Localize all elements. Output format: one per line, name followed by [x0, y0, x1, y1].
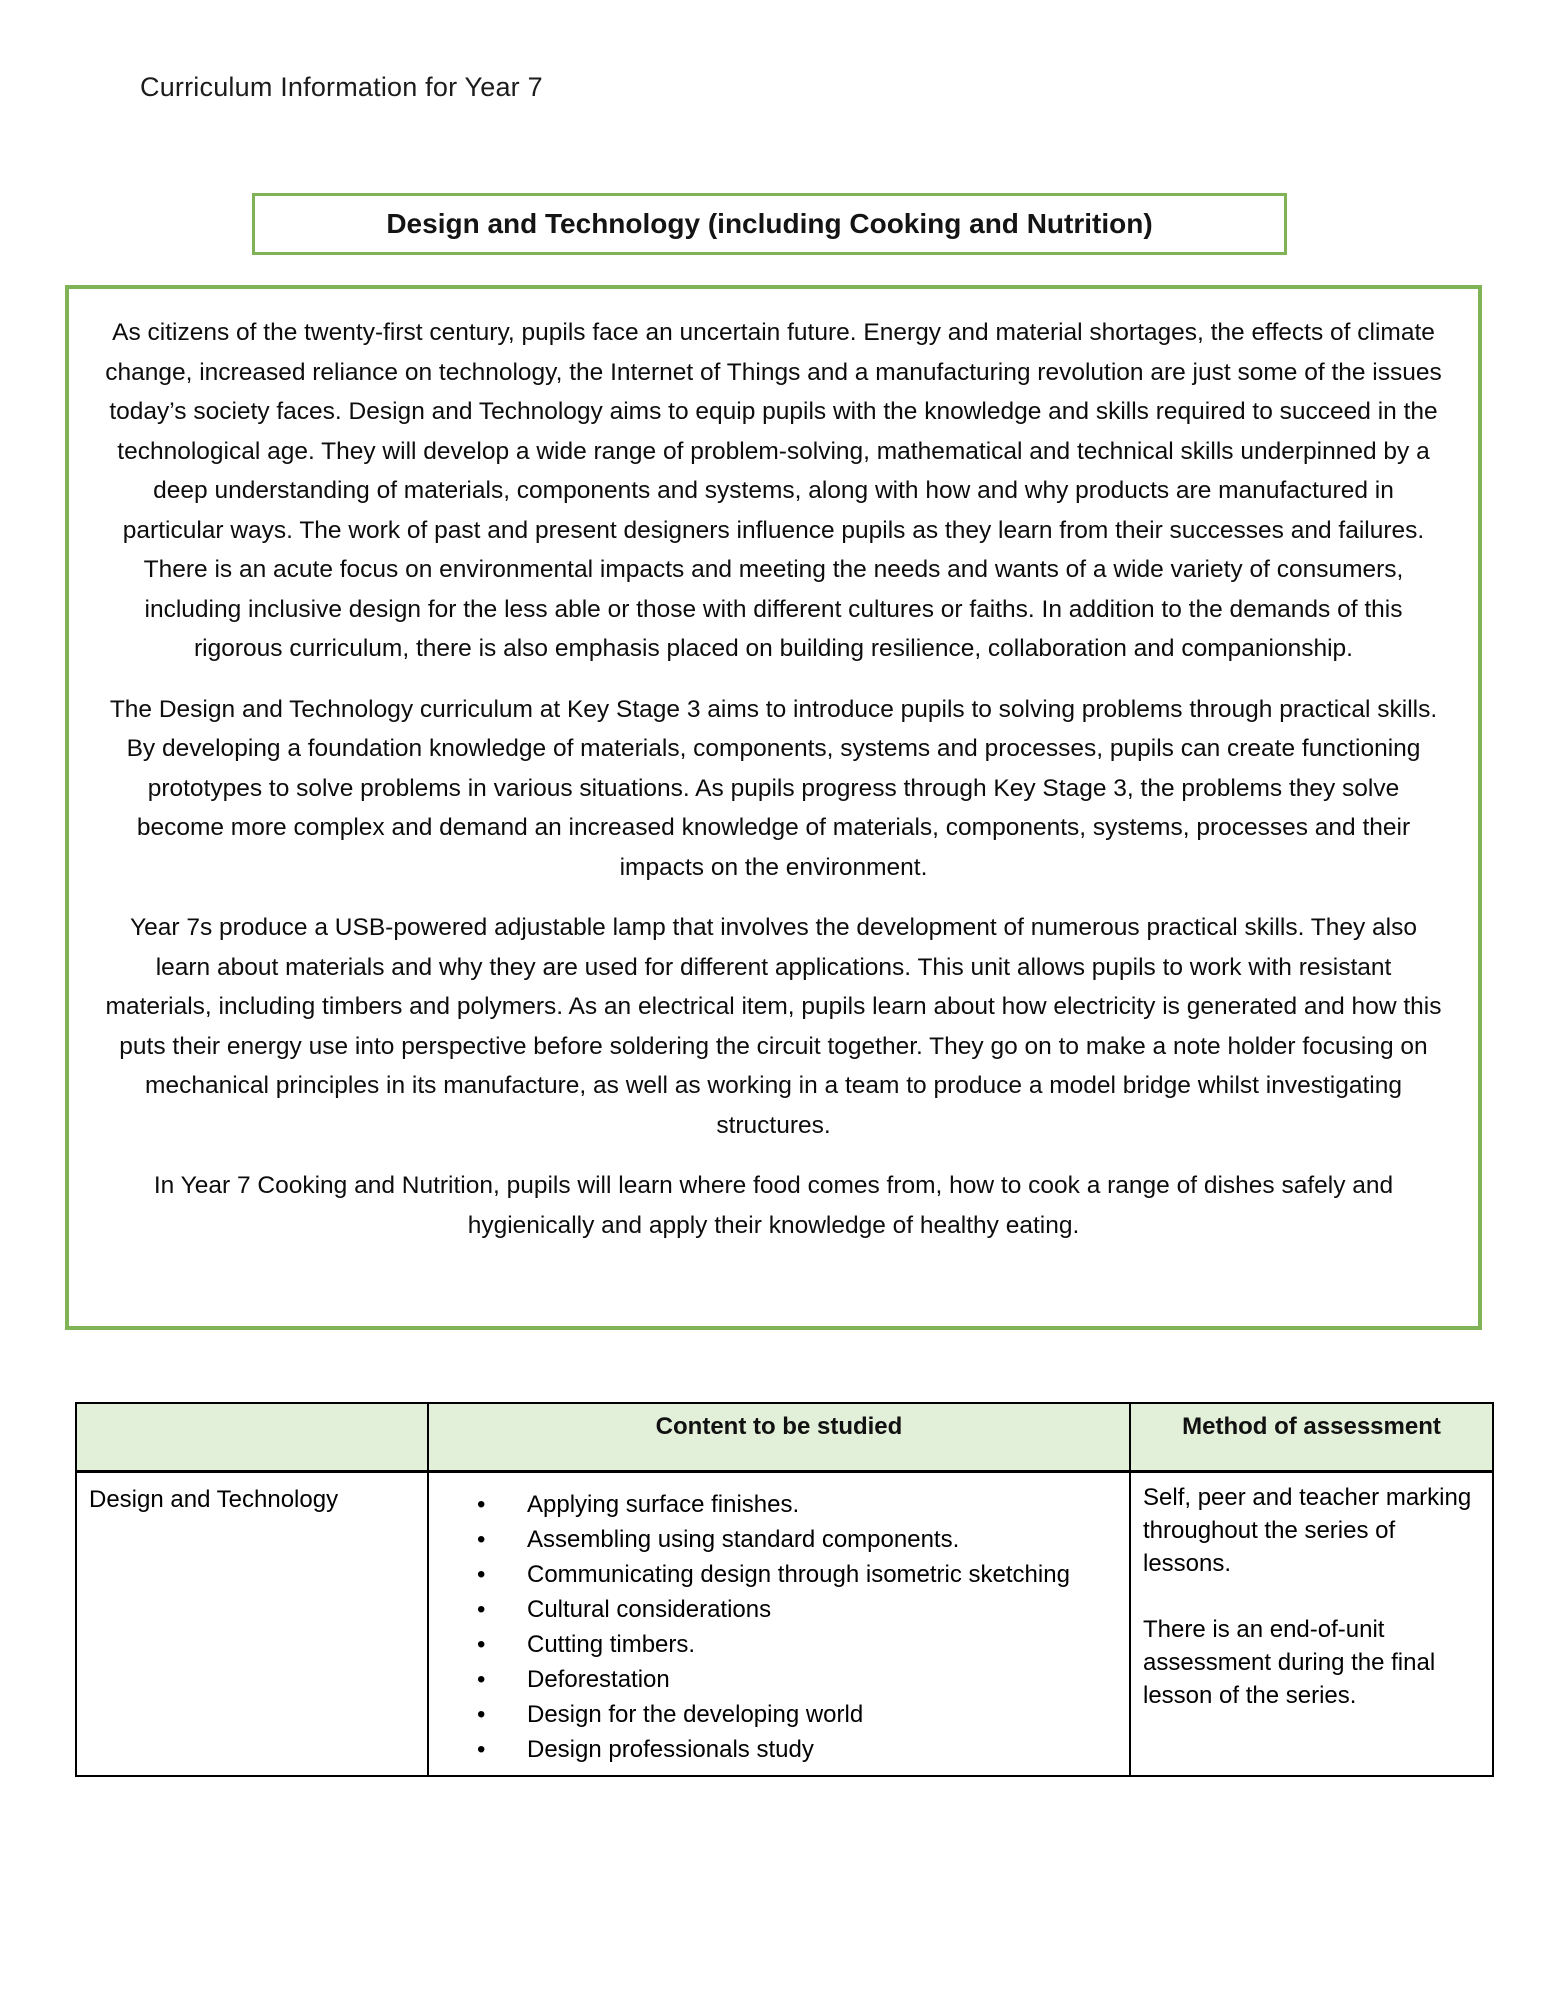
overview-paragraph: Year 7s produce a USB-powered adjustable lamp that involves the development of numerous practical skills. They also learn about materials and why they are used for different applications. This unit allows pupils to work with resistant materials, including timbers and polymers. As an electrical item, pupils learn about how electricity is generated and how this puts their energy use into perspective before soldering the circuit together. They go on to make a note holder focusing on mechanical principles in its manufacture, as well as working in a team to produce a model bridge whilst investigating structures. [105, 914, 1442, 1139]
page-title: Curriculum Information for Year 7 [140, 72, 543, 102]
assessment-paragraph: There is an end-of-unit assessment during the final lesson of the series. [1143, 1615, 1436, 1709]
bullet-icon: • [477, 1595, 486, 1623]
bullet-icon: • [477, 1735, 486, 1763]
bullet-icon: • [477, 1630, 486, 1658]
list-item-label: Communicating design through isometric sketching [527, 1560, 1070, 1588]
bullet-icon: • [477, 1525, 486, 1553]
table-header-row [76, 1403, 1493, 1471]
content-cell [428, 1471, 1130, 1776]
subject-title-box [252, 193, 1287, 255]
overview-paragraph: In Year 7 Cooking and Nutrition, pupils will learn where food comes from, how to cook a range of dishes safely and hygienically and apply their knowledge of healthy eating. [153, 1172, 1394, 1239]
list-item [477, 1627, 1117, 1662]
bullet-icon: • [477, 1700, 486, 1728]
curriculum-table [75, 1402, 1494, 1777]
list-item-label: Design professionals study [527, 1735, 814, 1763]
overview-paragraph: The Design and Technology curriculum at Key Stage 3 aims to introduce pupils to solving problems through practical skills. By developing a foundation knowledge of materials, components, systems and processes, pupils can create functioning prototypes to solve problems in various situations. As pupils progress through Key Stage 3, the problems they solve become more complex and demand an increased knowledge of materials, components, systems, processes and their impacts on the environment. [109, 695, 1438, 881]
table-row [76, 1471, 1493, 1776]
subject-title: Design and Technology (including Cooking and Nutrition) [386, 208, 1153, 239]
assessment-paragraph: Self, peer and teacher marking throughout the series of lessons. [1143, 1483, 1472, 1577]
header-cell-subject [76, 1403, 428, 1471]
list-item [477, 1557, 1117, 1592]
header-cell-content: Content to be studied [428, 1403, 1130, 1471]
list-item [477, 1697, 1117, 1732]
list-item [477, 1487, 1117, 1522]
overview-paragraph: As citizens of the twenty-first century, pupils face an uncertain future. Energy and material shortages, the effects of climate change, increased reliance on technology, the Internet of Things and a manufacturing revolution are just some of the issues today’s society faces. Design and Technology aims to equip pupils with the knowledge and skills required to succeed in the technological age. They will develop a wide range of problem-solving, mathematical and technical skills underpinned by a deep understanding of materials, components and systems, along with how and why products are manufactured in particular ways. The work of past and present designers influence pupils as they learn from their successes and failures. There is an acute focus on environmental impacts and meeting the needs and wants of a wide variety of consumers, including inclusive design for the less able or those with different cultures or faiths. In addition to the demands of this rigorous curriculum, there is also emphasis placed on building resilience, collaboration and companionship. [105, 319, 1442, 662]
overview-text-box [65, 285, 1482, 1330]
list-item-label: Design for the developing world [527, 1700, 864, 1728]
bullet-icon: • [477, 1665, 486, 1693]
list-item-label: Assembling using standard components. [527, 1525, 960, 1553]
list-item-label: Cutting timbers. [527, 1630, 696, 1658]
list-item [477, 1732, 1117, 1767]
list-item [477, 1522, 1117, 1557]
content-list [441, 1487, 1117, 1767]
list-item-label: Cultural considerations [527, 1595, 772, 1623]
list-item-label: Deforestation [527, 1665, 670, 1693]
list-item [477, 1662, 1117, 1697]
subject-cell: Design and Technology [76, 1471, 428, 1776]
list-item-label: Applying surface finishes. [527, 1490, 800, 1518]
assessment-cell [1130, 1471, 1493, 1776]
bullet-icon: • [477, 1490, 486, 1518]
bullet-icon: • [477, 1560, 486, 1588]
list-item [477, 1592, 1117, 1627]
header-cell-assessment: Method of assessment [1130, 1403, 1493, 1471]
